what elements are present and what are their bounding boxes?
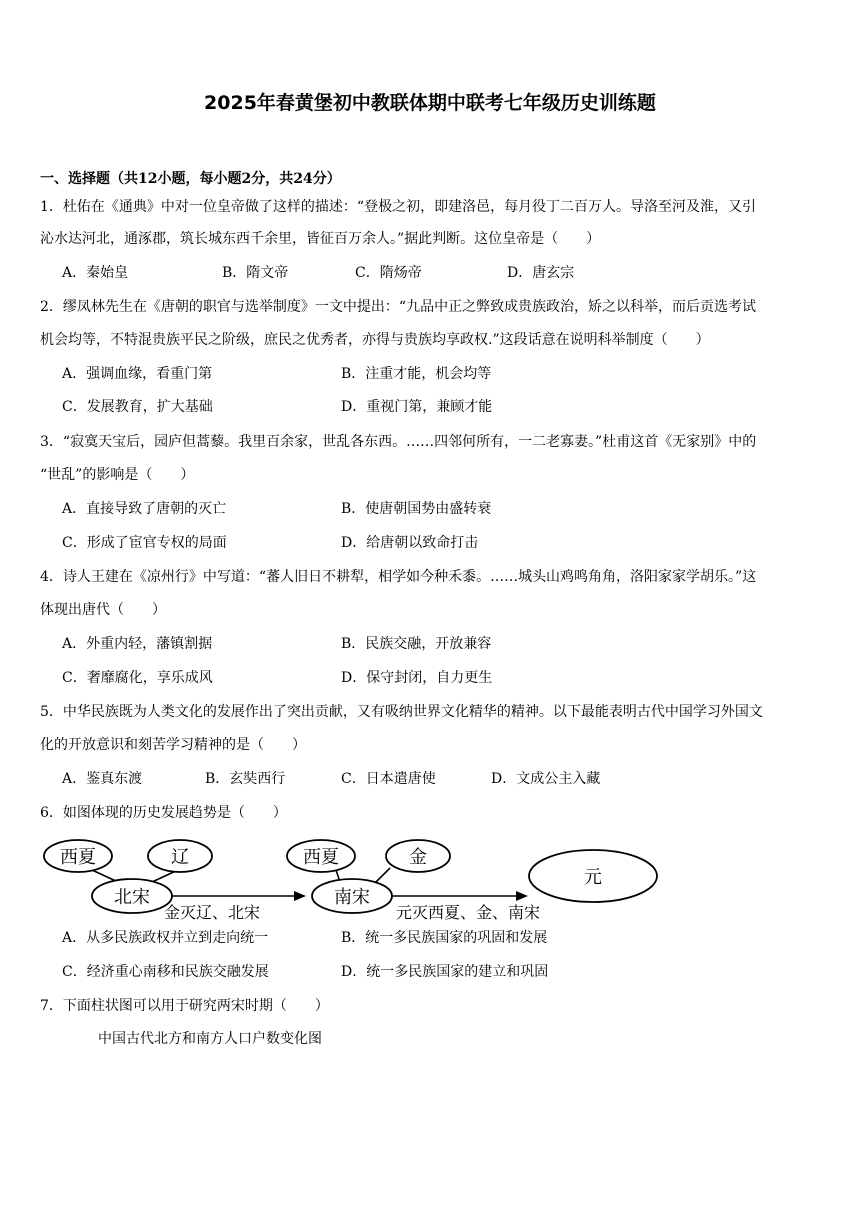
q4-option-a[interactable]: A．外重内轻，藩镇割据 xyxy=(62,636,213,652)
q4-option-b[interactable]: B．民族交融，开放兼容 xyxy=(341,636,492,652)
q3-option-d[interactable]: D．给唐朝以致命打击 xyxy=(341,535,479,551)
q6-option-b[interactable]: B．统一多民族国家的巩固和发展 xyxy=(341,930,548,946)
arrow-2-label: 元灭西夏、金、南宋 xyxy=(396,903,541,922)
section-heading: 一、选择题（共12小题，每小题2分，共24分） xyxy=(40,171,341,187)
chart-caption: 中国古代北方和南方人口户数变化图 xyxy=(98,1031,322,1047)
q1-stem-line1: 1．杜佑在《通典》中对一位皇帝做了这样的描述：“登极之初，即建洛邑，每月役丁二百万人。导洛至河及淮，又引 xyxy=(40,199,757,215)
q4-option-d[interactable]: D．保守封闭，自力更生 xyxy=(341,670,493,686)
q1-option-c[interactable]: C．隋炀帝 xyxy=(355,265,422,281)
q3-stem-line1: 3．“寂寞天宝后，园庐但蒿藜。我里百余家，世乱各东西。……四邻何所有，一二老寡妻。”杜甫这首《无家别》中的 xyxy=(40,434,757,450)
node-nansong-label: 南宋 xyxy=(334,887,370,908)
q7-stem-line1: 7．下面柱状图可以用于研究两宋时期（ ） xyxy=(40,998,329,1014)
q2-option-d[interactable]: D．重视门第，兼顾才能 xyxy=(341,399,493,415)
q1-option-a[interactable]: A．秦始皇 xyxy=(62,265,129,281)
node-liao-label: 辽 xyxy=(171,847,189,868)
q5-stem-line2: 化的开放意识和刻苦学习精神的是（ ） xyxy=(40,737,306,753)
q3-option-b[interactable]: B．使唐朝国势由盛转衰 xyxy=(341,501,492,517)
arrow-1-head xyxy=(294,891,306,901)
q3-option-a[interactable]: A．直接导致了唐朝的灭亡 xyxy=(62,501,227,517)
q4-option-c[interactable]: C．奢靡腐化，享乐成风 xyxy=(62,670,213,686)
q2-option-c[interactable]: C．发展教育，扩大基础 xyxy=(62,399,213,415)
node-xixia-1-label: 西夏 xyxy=(60,847,96,868)
node-jin-label: 金 xyxy=(409,847,427,868)
link-jin-nansong xyxy=(376,868,390,882)
q6-stem-line1: 6．如图体现的历史发展趋势是（ ） xyxy=(40,805,287,821)
page-title: 2025年春黄堡初中教联体期中联考七年级历史训练题 xyxy=(204,92,656,114)
q5-option-b[interactable]: B．玄奘西行 xyxy=(205,771,286,787)
q3-option-c[interactable]: C．形成了宦官专权的局面 xyxy=(62,535,227,551)
q5-option-a[interactable]: A．鉴真东渡 xyxy=(62,771,143,787)
q2-stem-line1: 2．缪凤林先生在《唐朝的职官与选举制度》一文中提出：“九品中正之弊致成贵族政治，矫之以科举，而后贡选考试 xyxy=(40,299,757,315)
q5-stem-line1: 5．中华民族既为人类文化的发展作出了突出贡献，又有吸纳世界文化精华的精神。以下最能表明古代中国学习外国文 xyxy=(40,704,763,720)
q4-stem-line1: 4．诗人王建在《凉州行》中写道：“蕃人旧日不耕犁，相学如今种禾黍。……城头山鸡鸣角角，洛阳家家学胡乐。”这 xyxy=(40,569,757,585)
q4-stem-line2: 体现出唐代（ ） xyxy=(40,602,166,618)
q1-option-d[interactable]: D．唐玄宗 xyxy=(507,265,575,281)
q5-option-c[interactable]: C．日本遣唐使 xyxy=(341,771,436,787)
arrow-1-label: 金灭辽、北宋 xyxy=(164,903,261,922)
arrow-2-head xyxy=(516,891,528,901)
q1-stem-line2: 沁水达河北，通涿郡，筑长城东西千余里，皆征百万余人。”据此判断。这位皇帝是（ ） xyxy=(40,231,601,247)
node-yuan-label: 元 xyxy=(584,867,602,888)
q6-option-d[interactable]: D．统一多民族国家的建立和巩固 xyxy=(341,964,549,980)
node-beisong-label: 北宋 xyxy=(114,887,150,908)
q2-option-b[interactable]: B．注重才能，机会均等 xyxy=(341,366,492,382)
q6-option-c[interactable]: C．经济重心南移和民族交融发展 xyxy=(62,964,269,980)
q2-stem-line2: 机会均等，不特混贵族平民之阶级，庶民之优秀者，亦得与贵族均享政权.”这段话意在说明科举制度（ ） xyxy=(40,332,710,348)
node-xixia-2-label: 西夏 xyxy=(303,847,339,868)
dynasty-diagram xyxy=(40,834,680,924)
q2-option-a[interactable]: A．强调血缘，看重门第 xyxy=(62,366,213,382)
q6-option-a[interactable]: A．从多民族政权并立到走向统一 xyxy=(62,930,269,946)
q3-stem-line2: “世乱”的影响是（ ） xyxy=(40,467,195,483)
q1-option-b[interactable]: B．隋文帝 xyxy=(222,265,289,281)
q5-option-d[interactable]: D．文成公主入藏 xyxy=(491,771,601,787)
